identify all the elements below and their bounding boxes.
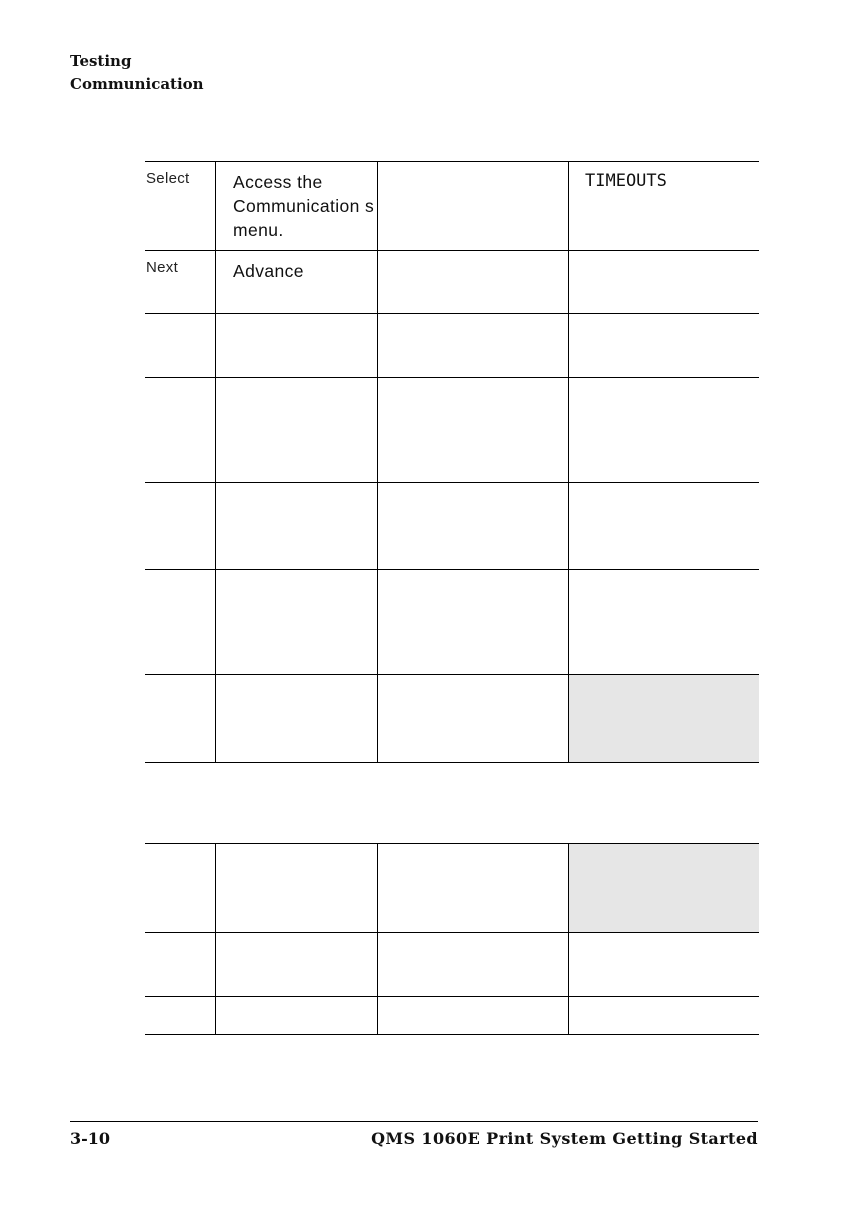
result-cell <box>377 251 568 313</box>
action-cell <box>215 844 377 932</box>
key-cell <box>145 570 215 674</box>
table-row <box>145 932 759 996</box>
table-row <box>145 569 759 674</box>
procedure-table <box>145 161 759 763</box>
action-cell: Advance <box>215 251 377 313</box>
table-row <box>145 674 759 763</box>
display-cell <box>568 251 759 313</box>
display-cell <box>568 483 759 569</box>
result-cell <box>377 933 568 996</box>
result-cell <box>377 483 568 569</box>
display-cell <box>568 997 759 1034</box>
display-cell: TIMEOUTS <box>568 162 759 250</box>
key-cell <box>145 675 215 762</box>
action-cell <box>215 314 377 377</box>
section-heading-line-1: Testing <box>70 52 132 70</box>
display-cell <box>568 933 759 996</box>
action-cell: Access the Communication s menu. <box>215 162 377 250</box>
table-row <box>145 161 759 250</box>
display-cell <box>568 314 759 377</box>
action-cell <box>215 675 377 762</box>
section-heading <box>70 50 204 96</box>
table-row <box>145 377 759 482</box>
table-row <box>145 250 759 313</box>
result-cell <box>377 378 568 482</box>
action-cell <box>215 483 377 569</box>
key-cell <box>145 997 215 1034</box>
key-cell <box>145 844 215 932</box>
book-title: QMS 1060E Print System Getting Started <box>371 1129 758 1148</box>
key-cell <box>145 483 215 569</box>
action-cell <box>215 997 377 1034</box>
display-cell <box>568 675 759 762</box>
result-cell <box>377 997 568 1034</box>
result-cell <box>377 570 568 674</box>
procedure-table-continued <box>145 843 759 1035</box>
table-row <box>145 843 759 932</box>
result-cell <box>377 844 568 932</box>
section-heading-line-2: Communication <box>70 75 204 93</box>
key-cell <box>145 933 215 996</box>
display-cell <box>568 844 759 932</box>
key-cell <box>145 378 215 482</box>
result-cell <box>377 314 568 377</box>
action-cell <box>215 570 377 674</box>
action-cell <box>215 933 377 996</box>
footer-rule <box>70 1121 758 1122</box>
result-cell <box>377 162 568 250</box>
table-row <box>145 996 759 1035</box>
table-row <box>145 482 759 569</box>
key-cell: Next <box>146 259 179 276</box>
table-row <box>145 313 759 377</box>
page-number: 3-10 <box>70 1129 111 1148</box>
key-cell: Select <box>146 170 190 187</box>
key-cell <box>145 314 215 377</box>
action-cell <box>215 378 377 482</box>
display-cell <box>568 570 759 674</box>
display-cell <box>568 378 759 482</box>
result-cell <box>377 675 568 762</box>
